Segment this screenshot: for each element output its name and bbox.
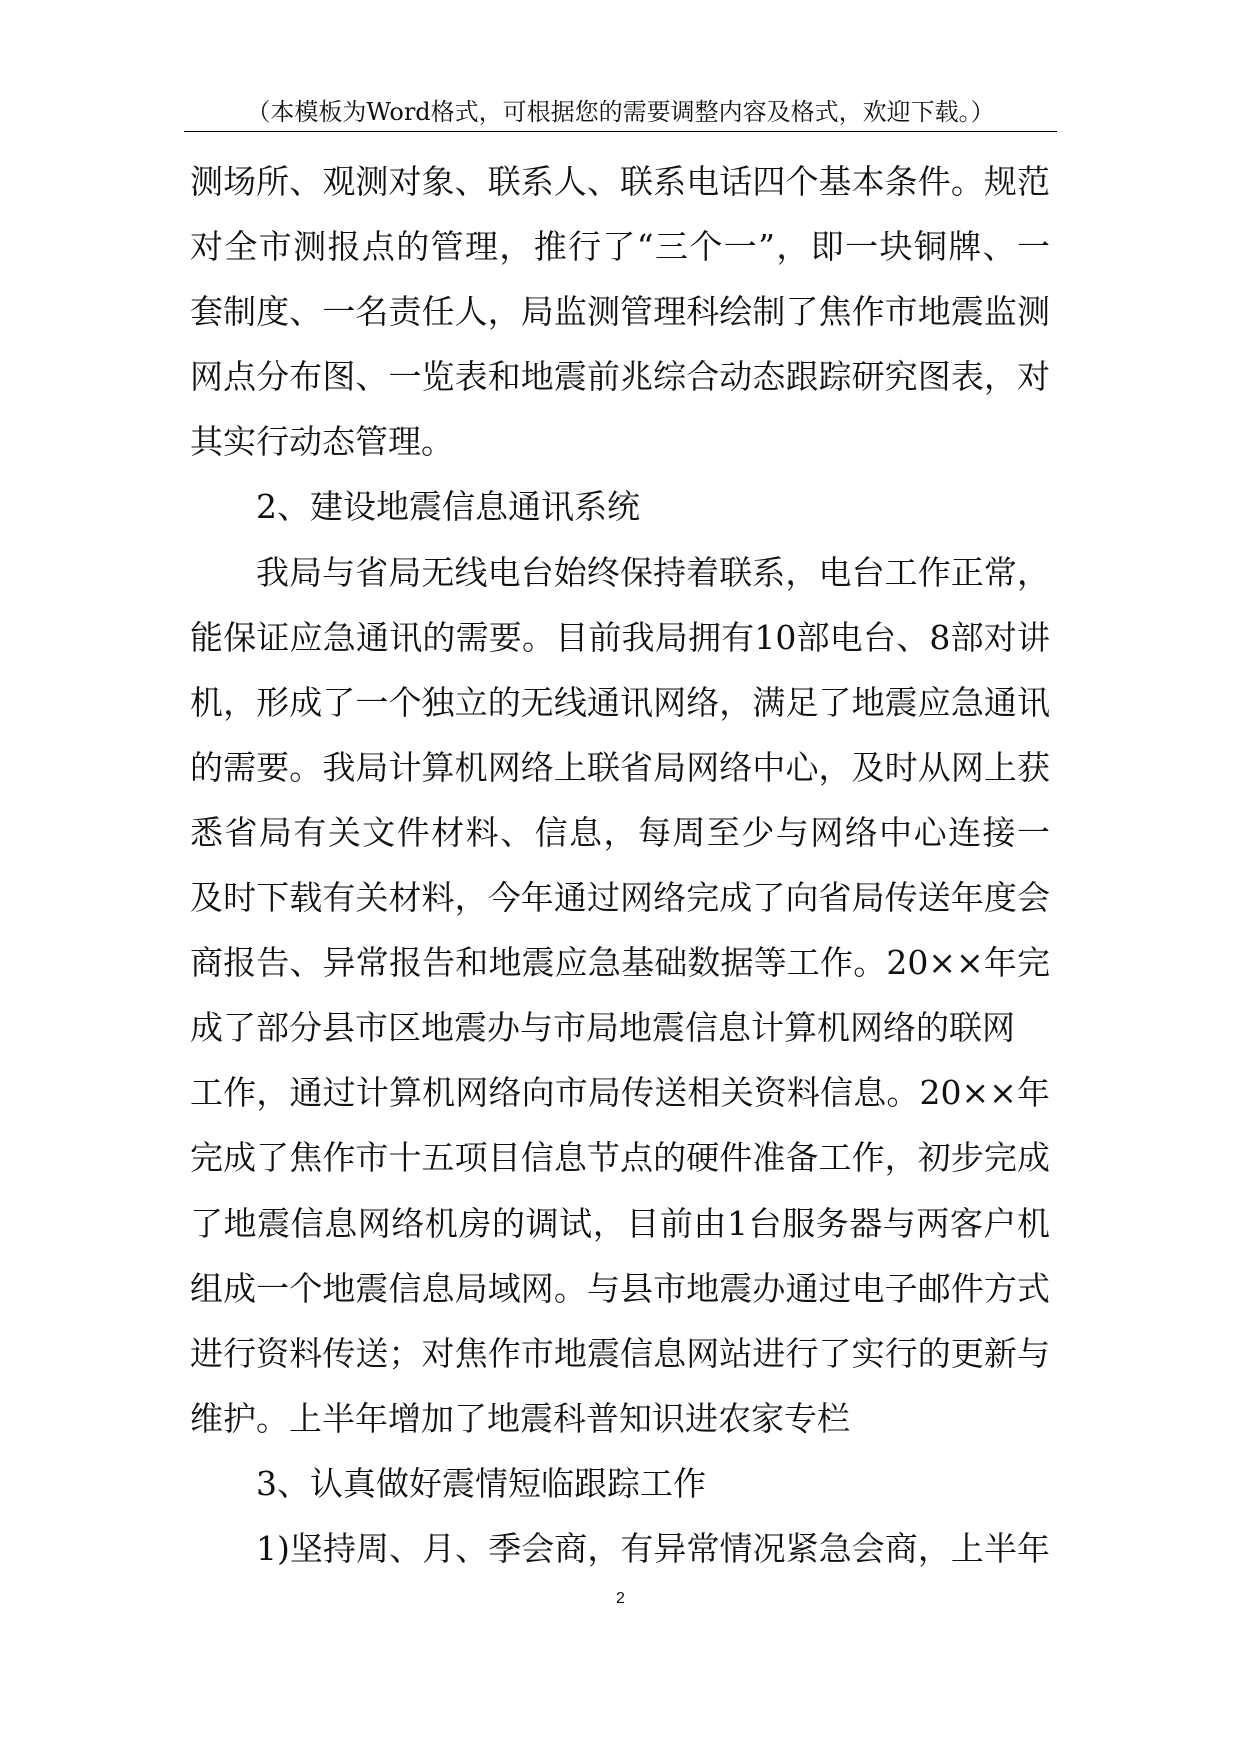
body-line: 我局与省局无线电台始终保持着联系，电台工作正常， xyxy=(256,552,1050,592)
body-line: 完成了焦作市十五项目信息节点的硬件准备工作，初步完成 xyxy=(190,1138,1050,1178)
body-line: 机，形成了一个独立的无线通讯网络，满足了地震应急通讯 xyxy=(190,682,1050,722)
page-header-note: （本模板为Word格式，可根据您的需要调整内容及格式，欢迎下载。） xyxy=(246,98,995,126)
body-line: 商报告、异常报告和地震应急基础数据等工作。20××年完 xyxy=(190,943,1050,983)
body-line: 1)坚持周、月、季会商，有异常情况紧急会商，上半年 xyxy=(256,1528,1050,1568)
body-line: 悉省局有关文件材料、信息，每周至少与网络中心连接一 xyxy=(190,812,1050,852)
body-line: 进行资料传送；对焦作市地震信息网站进行了实行的更新与 xyxy=(190,1333,1050,1373)
body-line: 网点分布图、一览表和地震前兆综合动态跟踪研究图表，对 xyxy=(190,357,1050,397)
body-line: 其实行动态管理。 xyxy=(190,422,454,462)
body-line: 了地震信息网络机房的调试，目前由1台服务器与两客户机 xyxy=(190,1203,1050,1243)
section-heading: 2、建设地震信息通讯系统 xyxy=(256,487,640,527)
body-line: 的需要。我局计算机网络上联省局网络中心，及时从网上获 xyxy=(190,747,1050,787)
document-body xyxy=(190,149,1050,1581)
header-divider xyxy=(184,131,1057,132)
body-line: 组成一个地震信息局域网。与县市地震办通过电子邮件方式 xyxy=(190,1268,1050,1308)
body-line: 及时下载有关材料，今年通过网络完成了向省局传送年度会 xyxy=(190,878,1050,918)
body-line: 工作，通过计算机网络向市局传送相关资料信息。20××年 xyxy=(190,1073,1050,1113)
section-heading: 3、认真做好震情短临跟踪工作 xyxy=(256,1463,706,1503)
body-line: 成了部分县市区地震办与市局地震信息计算机网络的联网 xyxy=(190,1008,1015,1048)
page-number: 2 xyxy=(616,1590,625,1607)
body-line: 对全市测报点的管理，推行了“三个一”，即一块铜牌、一 xyxy=(190,227,1050,267)
body-line: 维护。上半年增加了地震科普知识进农家专栏 xyxy=(190,1398,850,1438)
body-line: 能保证应急通讯的需要。目前我局拥有10部电台、8部对讲 xyxy=(190,617,1050,657)
body-line: 测场所、观测对象、联系人、联系电话四个基本条件。规范 xyxy=(190,162,1050,201)
body-line: 套制度、一名责任人，局监测管理科绘制了焦作市地震监测 xyxy=(190,292,1050,332)
